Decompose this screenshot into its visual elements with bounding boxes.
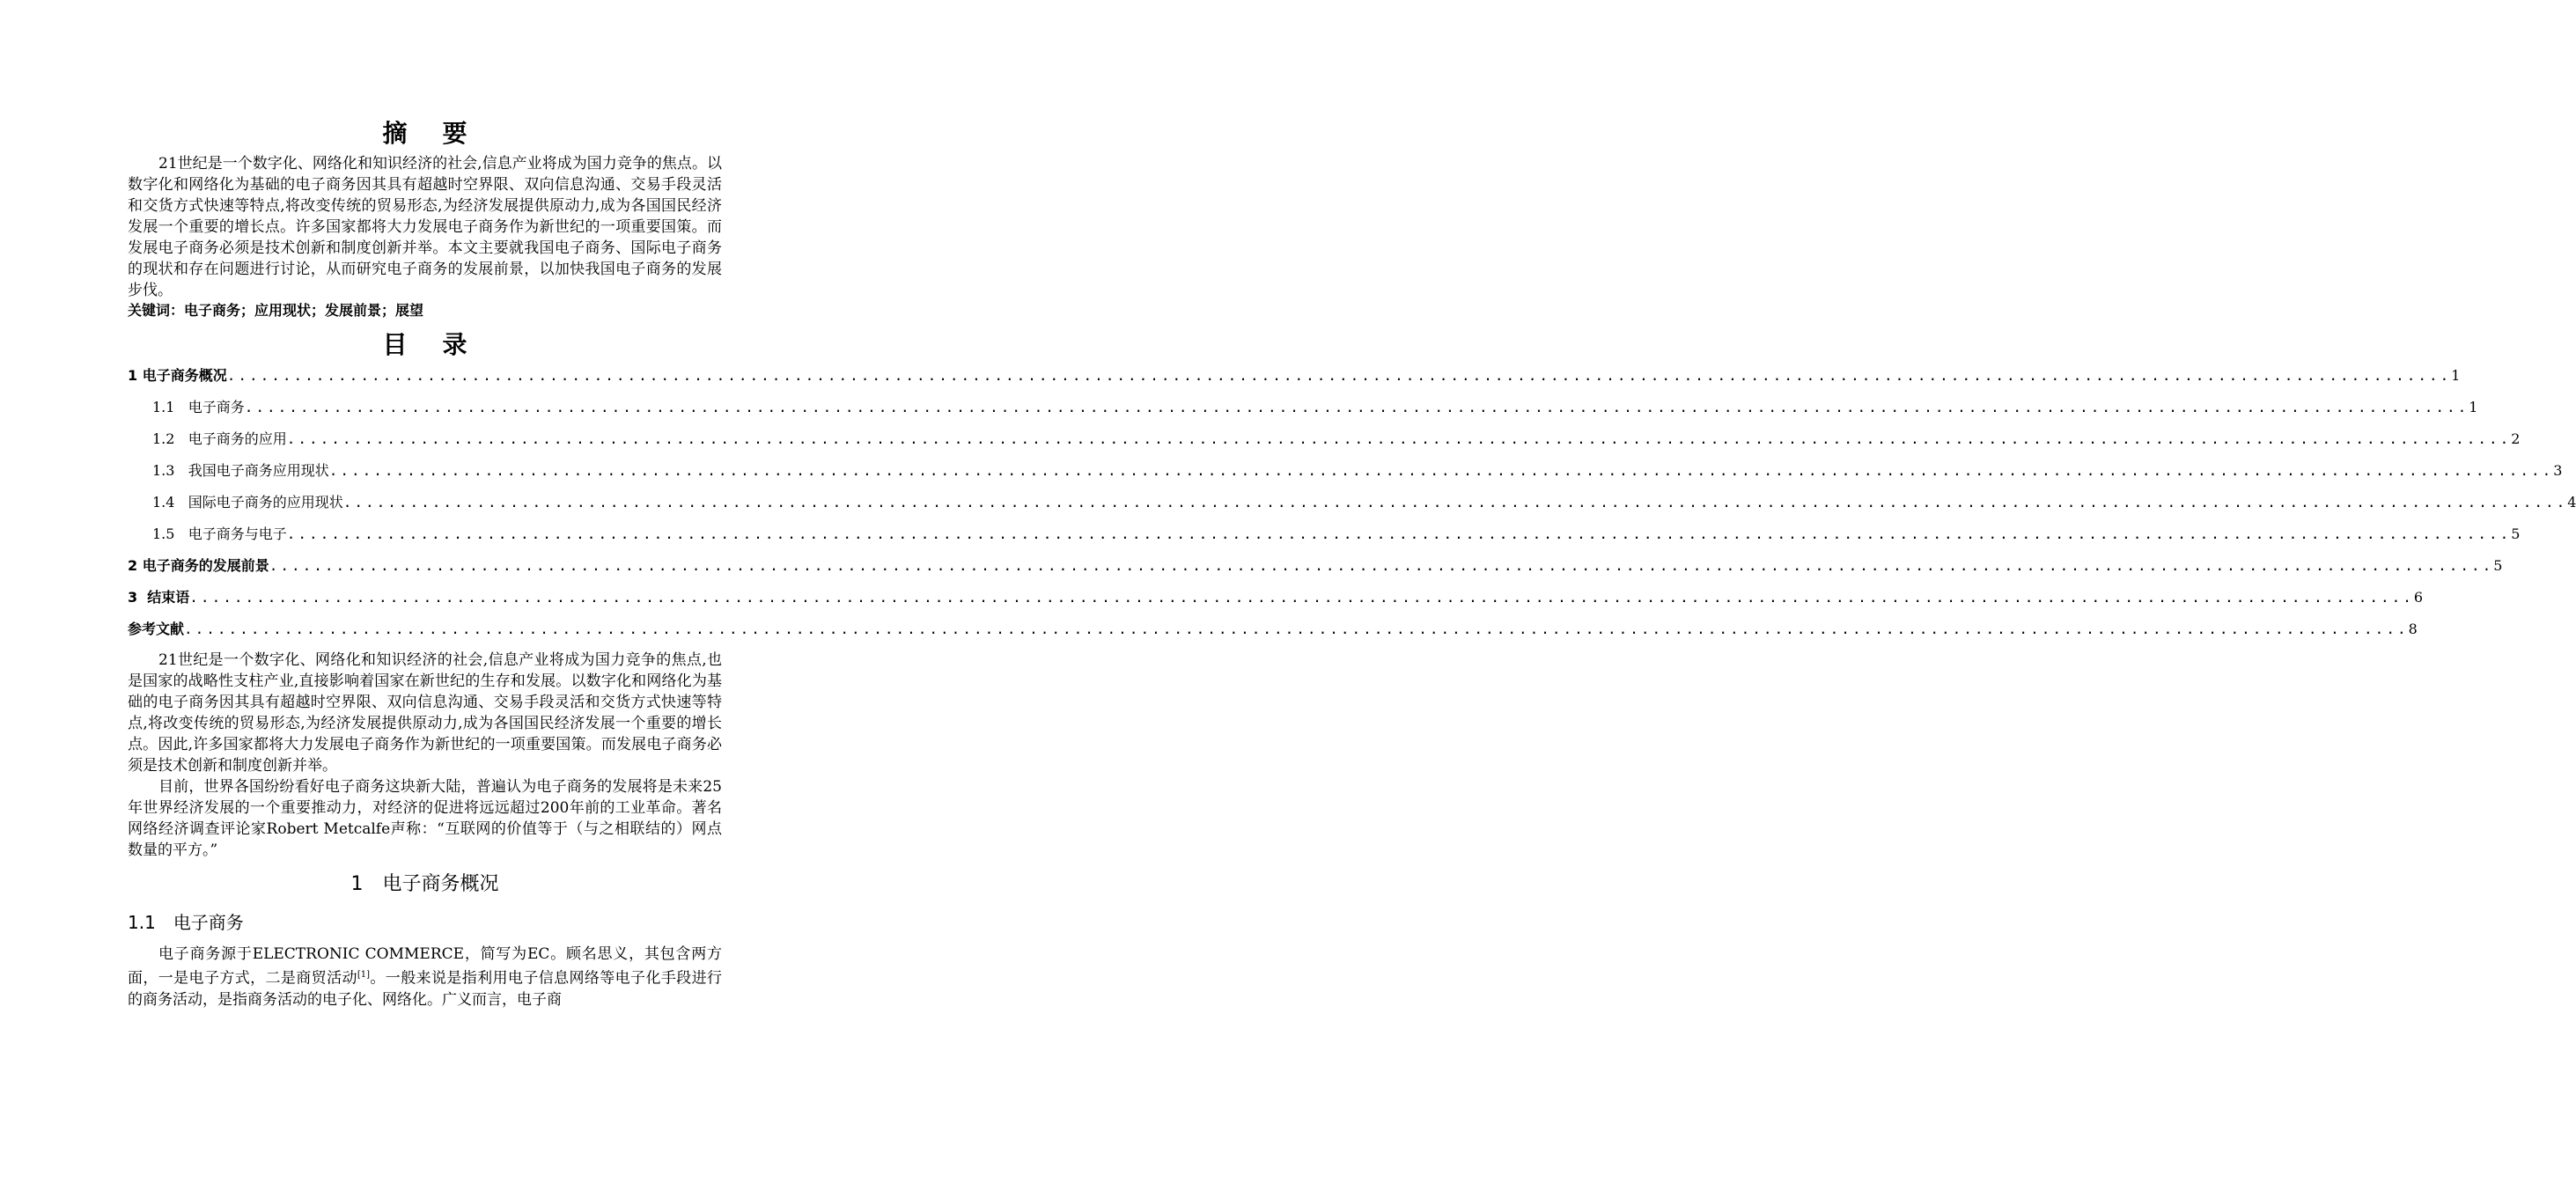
toc-entry-page: 5 [2511,525,2521,542]
toc-entry-number: 1.5 [152,525,188,542]
toc-leader-dots: ........................................................................................................................................................................................................ [189,589,2414,606]
toc-leader-dots: ........................................................................................................................................................................................................ [328,462,2554,479]
toc-entry-number: 2 [128,557,143,574]
section-number: 1 [350,873,364,895]
toc-entry-number: 1.3 [152,462,188,479]
toc-entry[interactable] [128,586,2424,618]
toc-entry[interactable] [128,555,2503,586]
toc-entry-number: 1.2 [152,430,188,447]
toc-leader-dots: ........................................................................................................................................................................................................ [286,430,2512,447]
toc-entry-label: 国际电子商务的应用现状 [188,494,343,511]
abstract-body: 21世纪是一个数字化、网络化和知识经济的社会,信息产业将成为国力竞争的焦点。以数字化和网络化为基础的电子商务因其具有超越时空界限、双向信息沟通、交易手段灵活和交货方式快速等特点,将改变传统的贸易形态,为经济发展提供原动力,成为各国国民经济发展一个重要的增长点。许多国家都将大力发展电子商务作为新世纪的一项重要国策。而发展电子商务必须是技术创新和制度创新并举。本文主要就我国电子商务、国际电子商务的现状和存在问题进行讨论，从而研究电子商务的发展前景，以加快我国电子商务的发展步伐。 [128,155,722,299]
toc-leader-dots: ........................................................................................................................................................................................................ [244,399,2469,415]
subsection-title: 电子商务 [173,912,244,933]
toc-entry[interactable] [128,618,2418,650]
toc-entry-label: 电子商务的应用 [188,430,287,447]
toc-entry-label: 电子商务与电子 [188,525,287,542]
toc-entry[interactable] [128,364,2461,396]
toc-entry-page: 2 [2511,430,2521,447]
intro-paragraph-1: 21世纪是一个数字化、网络化和知识经济的社会,信息产业将成为国力竞争的焦点,也是国家的战略性支柱产业,直接影响着国家在新世纪的生存和发展。以数字化和网络化为基础的电子商务因其具有超越时空界限、双向信息沟通、交易手段灵活和交货方式快速等特点,将改变传统的贸易形态,为经济发展提供原动力,成为各国国民经济发展一个重要的增长点。因此,许多国家都将大力发展电子商务作为新世纪的一项重要国策。而发展电子商务必须是技术创新和制度创新并举。 [128,651,722,775]
toc-entry-label: 结束语 [147,589,190,606]
toc-leader-dots: ........................................................................................................................................................................................................ [184,621,2409,637]
intro-paragraph-2: 目前，世界各国纷纷看好电子商务这块新大陆，普遍认为电子商务的发展将是未来25年世界经济发展的一个重要推动力，对经济的促进将远远超过200年前的工业革命。著名网络经济调查评论家Robert Metcalfe声称：“互联网的价值等于（与之相联结的）网点数量的平方。” [128,778,722,859]
toc-leader-dots: ........................................................................................................................................................................................................ [286,525,2512,542]
toc-entry[interactable] [128,491,2576,523]
toc-entry[interactable] [128,428,2521,459]
section-title: 电子商务概况 [382,873,499,895]
toc-entry-page: 1 [2469,399,2478,415]
section-1-1-heading [128,910,722,935]
toc-entry-number: 1.4 [152,494,188,511]
section-1-1-paragraph [128,944,722,1010]
section-1-heading [128,871,722,898]
toc-leader-dots: ........................................................................................................................................................................................................ [269,557,2494,574]
keywords: 关键词：电子商务；应用现状；发展前景；展望 [128,302,424,319]
toc-entry-page: 5 [2493,557,2503,574]
toc-entry-page: 3 [2553,462,2563,479]
toc-leader-dots: ........................................................................................................................................................................................................ [342,494,2568,511]
toc-entry[interactable] [128,523,2521,555]
paragraph-text-a: 电子商务源于ELECTRONIC COMMERCE，简写为EC。顾名思义，其包含两方面，一是电子方式，二是商贸活动 [128,945,722,988]
toc-title: 目录 [382,330,503,359]
toc-entry-page: 4 [2567,494,2576,511]
toc-entry-page: 1 [2451,367,2461,384]
toc-entry-label: 参考文献 [128,621,185,637]
table-of-contents [128,364,2576,650]
toc-entry-label: 我国电子商务应用现状 [188,462,329,479]
toc-entry-page: 8 [2408,621,2418,637]
toc-entry-label: 电子商务的发展前景 [142,557,269,574]
citation-marker[interactable]: [1] [357,970,371,980]
toc-entry[interactable] [128,396,2478,428]
toc-entry-number: 1 [128,367,143,384]
toc-entry-number: 3 [128,589,148,606]
toc-entry-label: 电子商务 [188,399,245,415]
document-page [128,114,2576,1010]
subsection-number: 1.1 [128,912,156,933]
toc-leader-dots: ........................................................................................................................................................................................................ [226,367,2452,384]
toc-entry[interactable] [128,459,2563,491]
abstract-title: 摘要 [382,119,503,148]
paragraph-text-b: 。一般来说是指利用电子信息网络等电子化手段进行的商务活动，是指商务活动的电子化、网络化。广义而言，电子商 [128,969,723,1009]
toc-entry-label: 电子商务概况 [142,367,227,384]
toc-entry-page: 6 [2413,589,2424,606]
toc-entry-number: 1.1 [152,399,188,415]
